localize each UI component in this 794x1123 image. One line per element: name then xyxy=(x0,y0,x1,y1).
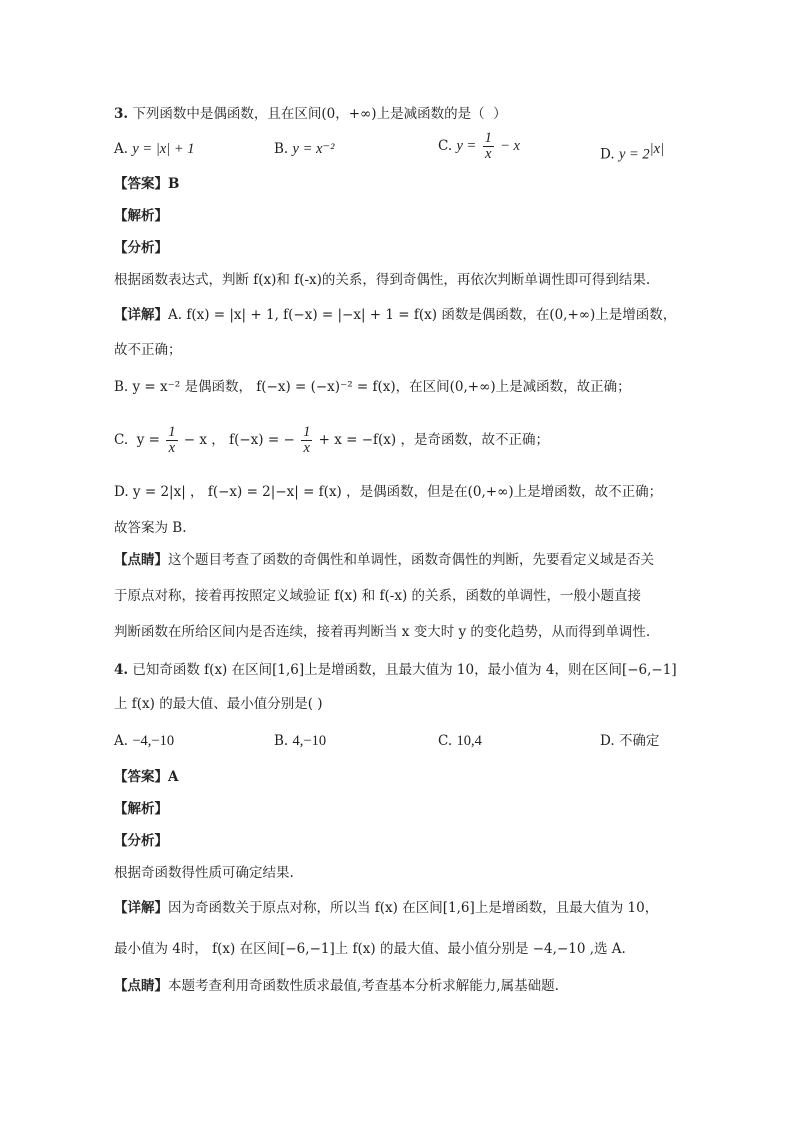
q3-fenxi-tag: 【分析】 xyxy=(114,240,168,256)
q3-jiexi-tag: 【解析】 xyxy=(114,208,168,224)
q3-dianjing-text-1: 这个题目考查了函数的奇偶性和单调性，函数奇偶性的判断，先要看定义域是否关 xyxy=(168,552,654,568)
q3-option-b xyxy=(274,139,334,159)
q4-fenxi-tag: 【分析】 xyxy=(114,833,168,849)
q3-conclusion: 故答案为 B. xyxy=(114,520,187,536)
q4-stem-line2: 上 f(x) 的最大值、最小值分别是( ) xyxy=(114,696,323,712)
q3-dianjing-line1 xyxy=(114,550,654,570)
q3-option-b-formula: y = x⁻² xyxy=(292,141,335,157)
q3-answer-value: B xyxy=(168,176,180,192)
q3-detail-c-frac1-den: x xyxy=(166,440,177,456)
q3-detail-c xyxy=(114,423,549,457)
q4-option-b-text: 4,−10 xyxy=(292,733,327,749)
q3-dianjing-line2: 于原点对称，接着再按照定义域验证 f(x) 和 f(-x) 的关系，函数的单调性，一般小题直接 xyxy=(114,588,642,604)
q3-detail-c-frac2-num: 1 xyxy=(303,424,311,440)
q4-detail-text-1: 因为奇函数关于原点对称，所以当 f(x) 在区间[1,6]上是增函数，且最大值为 10， xyxy=(168,900,659,916)
q3-option-c-numerator: 1 xyxy=(484,130,492,146)
q3-answer-tag: 【答案】 xyxy=(114,176,168,192)
q3-stem: 下列函数中是偶函数，且在区间(0，+∞)上是减函数的是（ ） xyxy=(132,106,507,122)
q3-dianjing-line3: 判断函数在所给区间内是否连续，接着再判断当 x 变大时 y 的变化趋势，从而得到单调性. xyxy=(114,624,651,640)
q3-detail-a-text: A. f(x) = |x| + 1, f(−x) = |−x| + 1 = f(x) 函数是偶函数，在(0,+∞)上是增函数， xyxy=(168,307,677,323)
q4-detail-line1 xyxy=(114,898,658,918)
q3-fenxi-text: 根据函数表达式，判断 f(x)和 f(-x)的关系，得到奇偶性，再依次判断单调性即可得到结果. xyxy=(114,272,651,288)
q4-option-c xyxy=(438,731,482,751)
q3-detail-c-frac2-den: x xyxy=(301,440,312,456)
q3-detail-d: D. y = 2|x| ， f(−x) = 2|−x| = f(x) ，是偶函数，但是在(0,+∞)上是增函数，故不正确； xyxy=(114,484,663,500)
q3-dianjing-tag: 【点睛】 xyxy=(114,552,168,568)
q3-option-d-exponent: |x| xyxy=(649,141,665,157)
q4-dianjing-line xyxy=(114,976,559,996)
q3-xiangjie-tag: 【详解】 xyxy=(114,307,168,323)
q4-xiangjie-tag: 【详解】 xyxy=(114,900,168,916)
q4-answer-line xyxy=(114,767,178,787)
q3-option-c-denominator: x xyxy=(483,146,494,162)
q4-stem-1: 已知奇函数 f(x) 在区间[1,6]上是增函数，且最大值为 10，最小值为 4，则在区间[−6,−1] xyxy=(132,662,677,678)
q3-detail-c-frac1-num: 1 xyxy=(168,424,176,440)
q3-detail-c-suffix: + x = −f(x) ，是奇函数，故不正确； xyxy=(318,432,549,448)
q4-jiexi-tag: 【解析】 xyxy=(114,801,168,817)
q3-detail-c-fraction-2 xyxy=(301,425,312,456)
q4-option-a-text: −4,−10 xyxy=(132,733,175,749)
q4-option-a xyxy=(114,731,174,751)
q3-option-c-prefix: y = xyxy=(456,138,477,154)
q3-detail-c-fraction-1 xyxy=(166,425,177,456)
q3-option-d-letter: D. xyxy=(600,146,615,163)
q4-dianjing-tag: 【点睛】 xyxy=(114,978,168,994)
q4-answer-tag: 【答案】 xyxy=(114,769,168,785)
q3-option-d xyxy=(600,139,664,165)
q3-detail-a-line1 xyxy=(114,305,676,325)
q3-detail-c-prefix: C. y = xyxy=(114,432,160,448)
q3-detail-c-mid: − x ， f(−x) = − xyxy=(183,432,295,448)
q4-stem-line1 xyxy=(114,660,677,680)
q4-answer-value: A xyxy=(168,769,179,785)
q4-option-c-text: 10,4 xyxy=(456,733,482,749)
q3-option-a xyxy=(114,139,195,159)
q4-fenxi-text: 根据奇函数得性质可确定结果. xyxy=(114,865,294,881)
q3-option-c-fraction xyxy=(483,131,494,162)
q4-option-d-letter: D. xyxy=(600,733,615,749)
q4-option-c-letter: C. xyxy=(438,733,453,749)
q3-stem-line xyxy=(114,104,507,124)
q3-option-c xyxy=(438,131,520,162)
q4-option-b xyxy=(274,731,326,751)
q4-detail-line2: 最小值为 4时， f(x) 在区间[−6,−1]上 f(x) 的最大值、最小值分别是 −4,−10 ,选 A. xyxy=(114,941,626,957)
q4-option-b-letter: B. xyxy=(274,733,289,749)
q3-option-b-letter: B. xyxy=(274,141,289,157)
q3-answer-line xyxy=(114,174,179,194)
q4-option-a-letter: A. xyxy=(114,733,129,749)
q3-option-a-letter: A. xyxy=(114,141,129,157)
q3-option-c-letter: C. xyxy=(438,138,453,154)
q4-option-d xyxy=(600,731,659,751)
q4-dianjing-text: 本题考查利用奇函数性质求最值,考查基本分析求解能力,属基础题. xyxy=(168,978,559,994)
q4-number: 4. xyxy=(114,662,129,678)
q3-option-a-formula: y = |x| + 1 xyxy=(132,141,195,157)
q3-option-c-suffix: − x xyxy=(500,138,520,154)
q3-option-d-formula: y = 2 xyxy=(618,146,650,163)
q4-option-d-text: 不确定 xyxy=(618,733,660,749)
q3-detail-b: B. y = x⁻² 是偶函数， f(−x) = (−x)⁻² = f(x)，在区间(0,+∞)上是减函数，故正确； xyxy=(114,379,631,395)
q3-number: 3. xyxy=(114,106,129,122)
q3-detail-a-line2: 故不正确； xyxy=(114,342,182,358)
